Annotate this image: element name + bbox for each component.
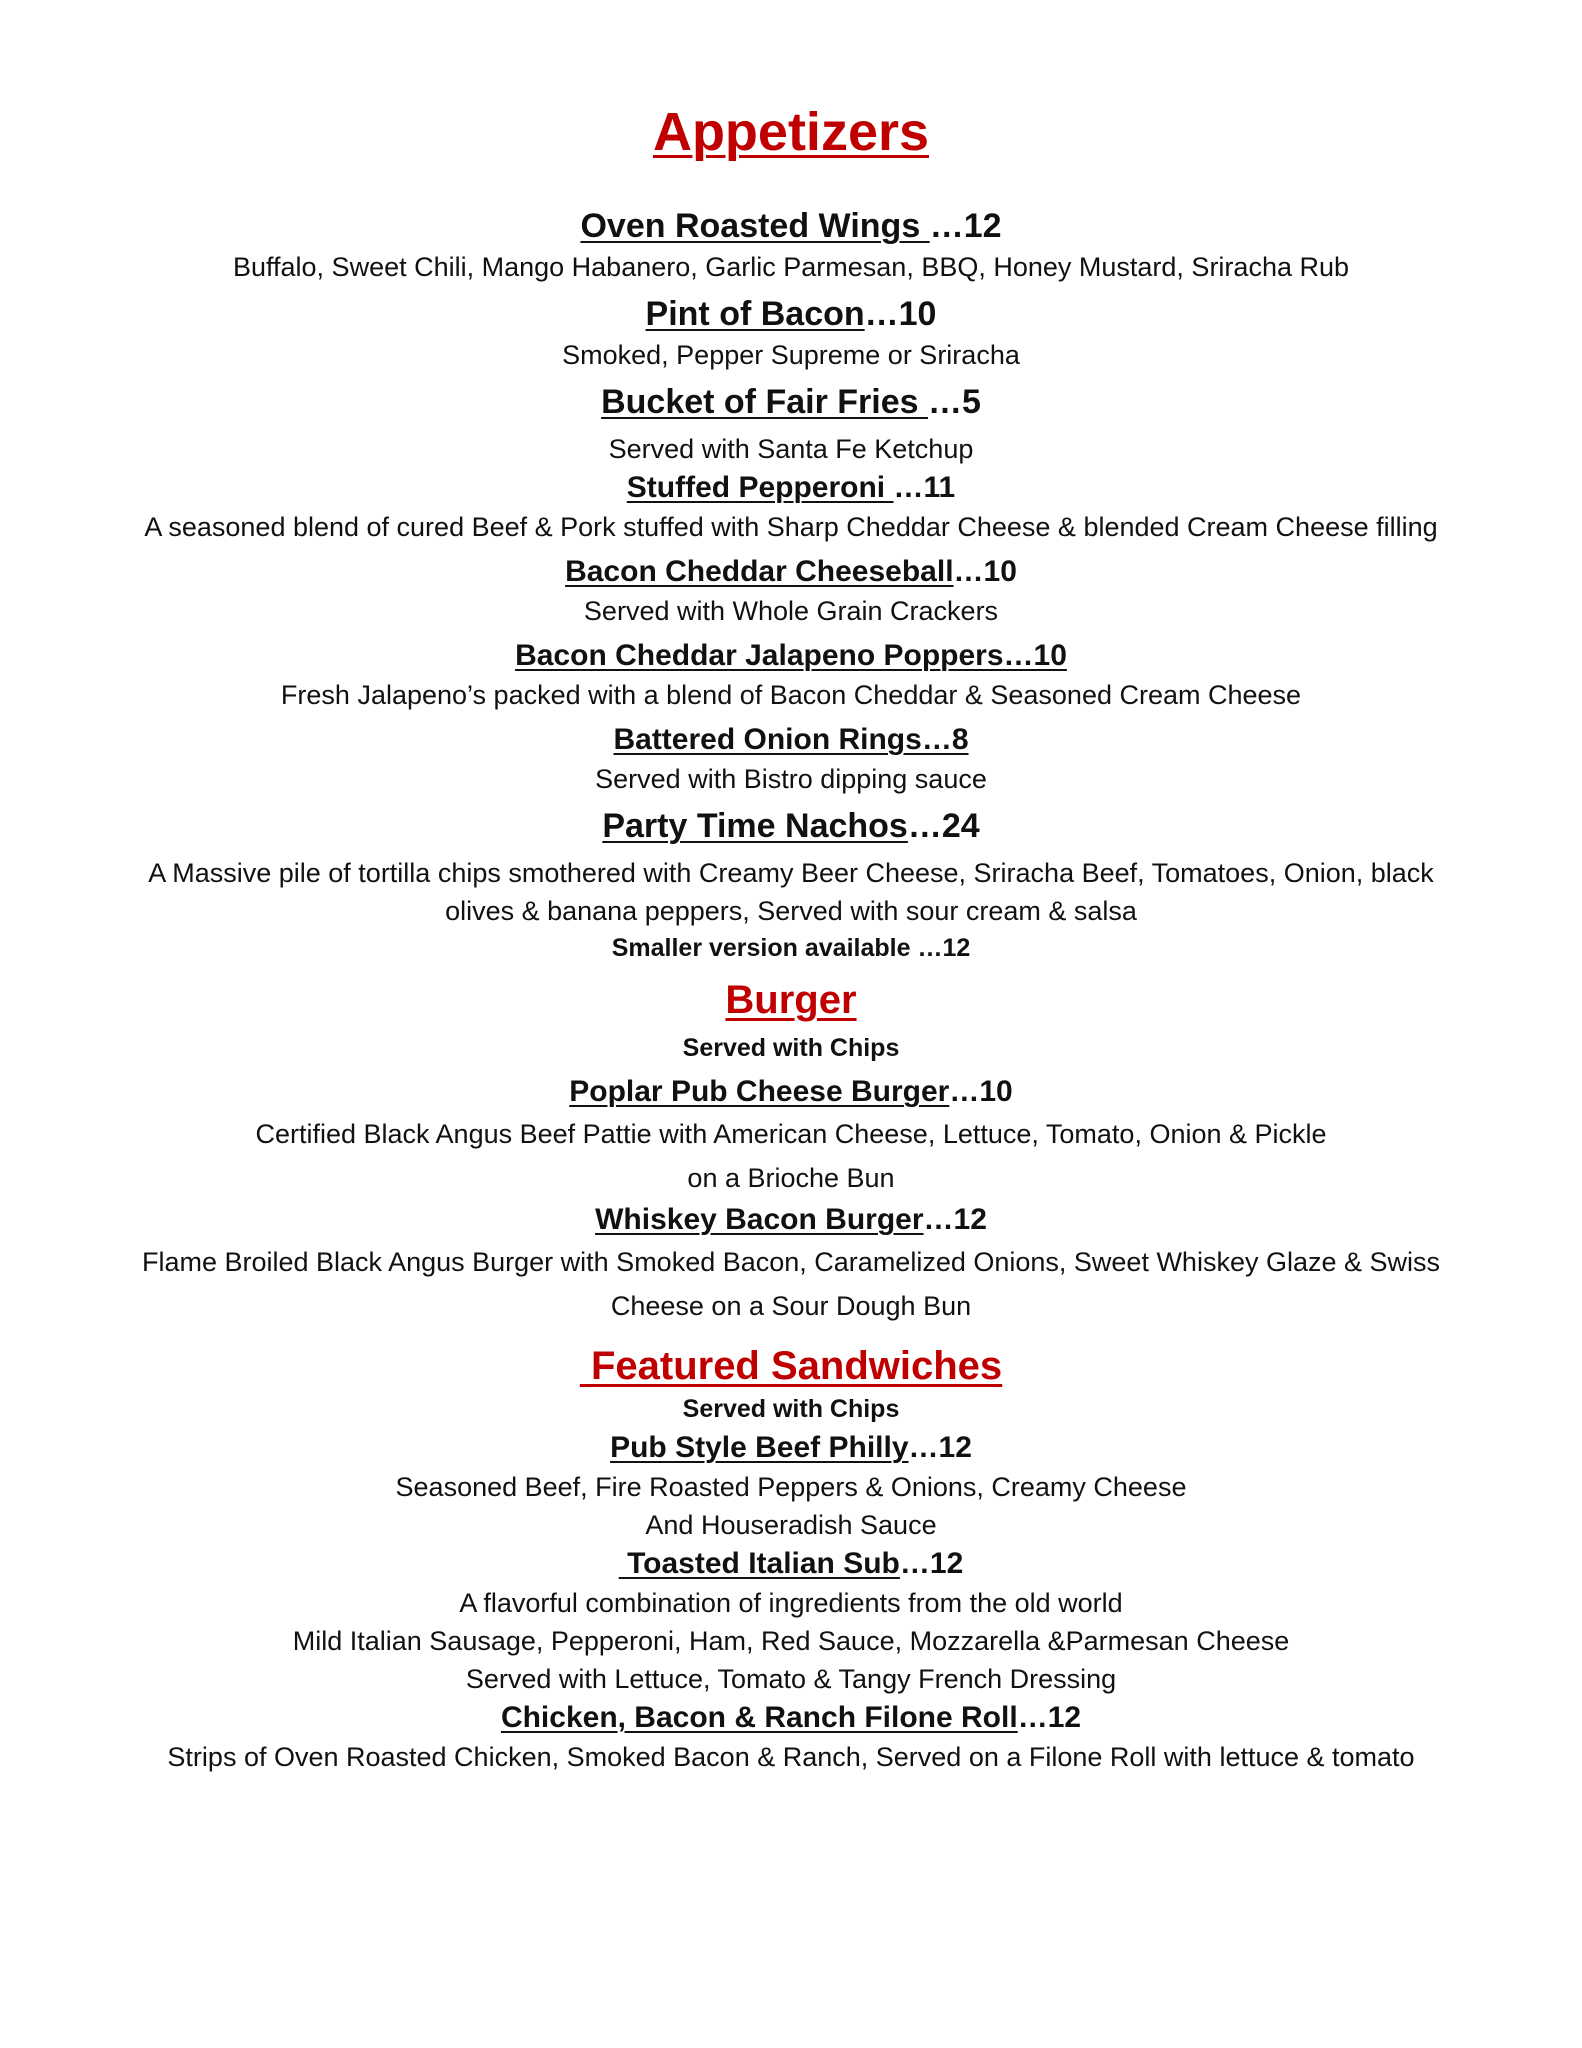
item-price: …12 <box>923 1203 987 1236</box>
item-description: A seasoned blend of cured Beef & Pork stuffed with Sharp Cheddar Cheese & blended Cream Cheese filling <box>144 512 1438 542</box>
item-description: Fresh Jalapeno’s packed with a blend of Bacon Cheddar & Seasoned Cream Cheese <box>280 680 1302 710</box>
item-name: Chicken, Bacon & Ranch Filone Roll <box>500 1701 1018 1734</box>
item-name: Bacon Cheddar Cheeseball <box>565 555 954 588</box>
item-description: A flavorful combination of ingredients from the old world <box>459 1588 1123 1618</box>
menu-item-party-time-nachos <box>0 804 1582 966</box>
item-name: Whiskey Bacon Burger <box>595 1203 924 1236</box>
item-name: Battered Onion Rings…8 <box>613 723 969 756</box>
item-price: …11 <box>893 471 956 504</box>
item-price: …10 <box>864 295 937 333</box>
item-price: …12 <box>929 207 1002 245</box>
item-description: on a Brioche Bun <box>687 1163 895 1193</box>
item-description: Flame Broiled Black Angus Burger with Smoked Bacon, Caramelized Onions, Sweet Whiskey Glaze & Swiss <box>141 1247 1441 1277</box>
item-name: Pint of Bacon <box>645 295 865 333</box>
item-name: Oven Roasted Wings <box>580 207 930 245</box>
item-description: Smoked, Pepper Supreme or Sriracha <box>562 340 1020 370</box>
menu-item-jalapeno-poppers <box>0 636 1582 714</box>
item-price: …24 <box>907 807 980 845</box>
item-description: Buffalo, Sweet Chili, Mango Habanero, Garlic Parmesan, BBQ, Honey Mustard, Sriracha Rub <box>232 252 1350 282</box>
item-description: Served with Whole Grain Crackers <box>583 596 999 626</box>
menu-item-battered-onion-rings <box>0 720 1582 798</box>
appetizers-heading: Appetizers <box>652 102 930 162</box>
menu-item-bucket-of-fair-fries <box>0 380 1582 468</box>
menu-item-pint-of-bacon <box>0 292 1582 374</box>
item-description: Served with Lettuce, Tomato & Tangy French Dressing <box>465 1664 1117 1694</box>
item-description: Served with Santa Fe Ketchup <box>608 434 974 464</box>
menu-item-bacon-cheddar-cheeseball <box>0 552 1582 630</box>
item-name: Toasted Italian Sub <box>618 1547 900 1580</box>
item-description: Certified Black Angus Beef Pattie with American Cheese, Lettuce, Tomato, Onion & Pickle <box>255 1119 1327 1149</box>
item-name: Pub Style Beef Philly <box>610 1431 909 1464</box>
item-description: A Massive pile of tortilla chips smothered with Creamy Beer Cheese, Sriracha Beef, Tomatoes, Onion, black <box>148 858 1434 888</box>
item-description: Seasoned Beef, Fire Roasted Peppers & Onions, Creamy Cheese <box>395 1472 1187 1502</box>
item-price: …12 <box>899 1547 964 1580</box>
sandwiches-heading: Featured Sandwiches <box>579 1344 1003 1388</box>
menu-item-toasted-italian-sub <box>0 1544 1582 1698</box>
menu-item-whiskey-bacon-burger <box>0 1200 1582 1328</box>
item-price: …12 <box>1017 1701 1082 1734</box>
item-description: olives & banana peppers, Served with sour cream & salsa <box>445 896 1137 926</box>
item-price: …12 <box>908 1431 972 1464</box>
item-price: …5 <box>927 383 981 421</box>
item-price: …10 <box>949 1075 1013 1108</box>
item-description: Served with Bistro dipping sauce <box>595 764 987 794</box>
item-description: And Houseradish Sauce <box>645 1510 937 1540</box>
item-name: Bucket of Fair Fries <box>601 383 928 421</box>
item-name: Party Time Nachos <box>602 807 908 845</box>
item-note: Smaller version available …12 <box>611 934 971 962</box>
item-name: Stuffed Pepperoni <box>626 471 894 504</box>
item-name: Bacon Cheddar Jalapeno Poppers…10 <box>515 639 1067 672</box>
item-price: …10 <box>953 555 1017 588</box>
menu-item-pub-style-beef-philly <box>0 1428 1582 1544</box>
burger-heading: Burger <box>725 978 857 1022</box>
item-description: Strips of Oven Roasted Chicken, Smoked Bacon & Ranch, Served on a Filone Roll with lettuce & tomato <box>167 1742 1415 1772</box>
menu-item-stuffed-pepperoni <box>0 468 1582 546</box>
menu-item-poplar-pub-cheese-burger <box>0 1072 1582 1200</box>
burger-subtitle: Served with Chips <box>682 1034 900 1062</box>
item-description: Cheese on a Sour Dough Bun <box>610 1291 972 1321</box>
menu-item-oven-roasted-wings <box>0 204 1582 286</box>
menu-item-chicken-bacon-ranch-filone-roll <box>0 1698 1582 1776</box>
item-name: Poplar Pub Cheese Burger <box>569 1075 950 1108</box>
item-description: Mild Italian Sausage, Pepperoni, Ham, Red Sauce, Mozzarella &Parmesan Cheese <box>292 1626 1290 1656</box>
sandwiches-subtitle: Served with Chips <box>682 1395 900 1423</box>
